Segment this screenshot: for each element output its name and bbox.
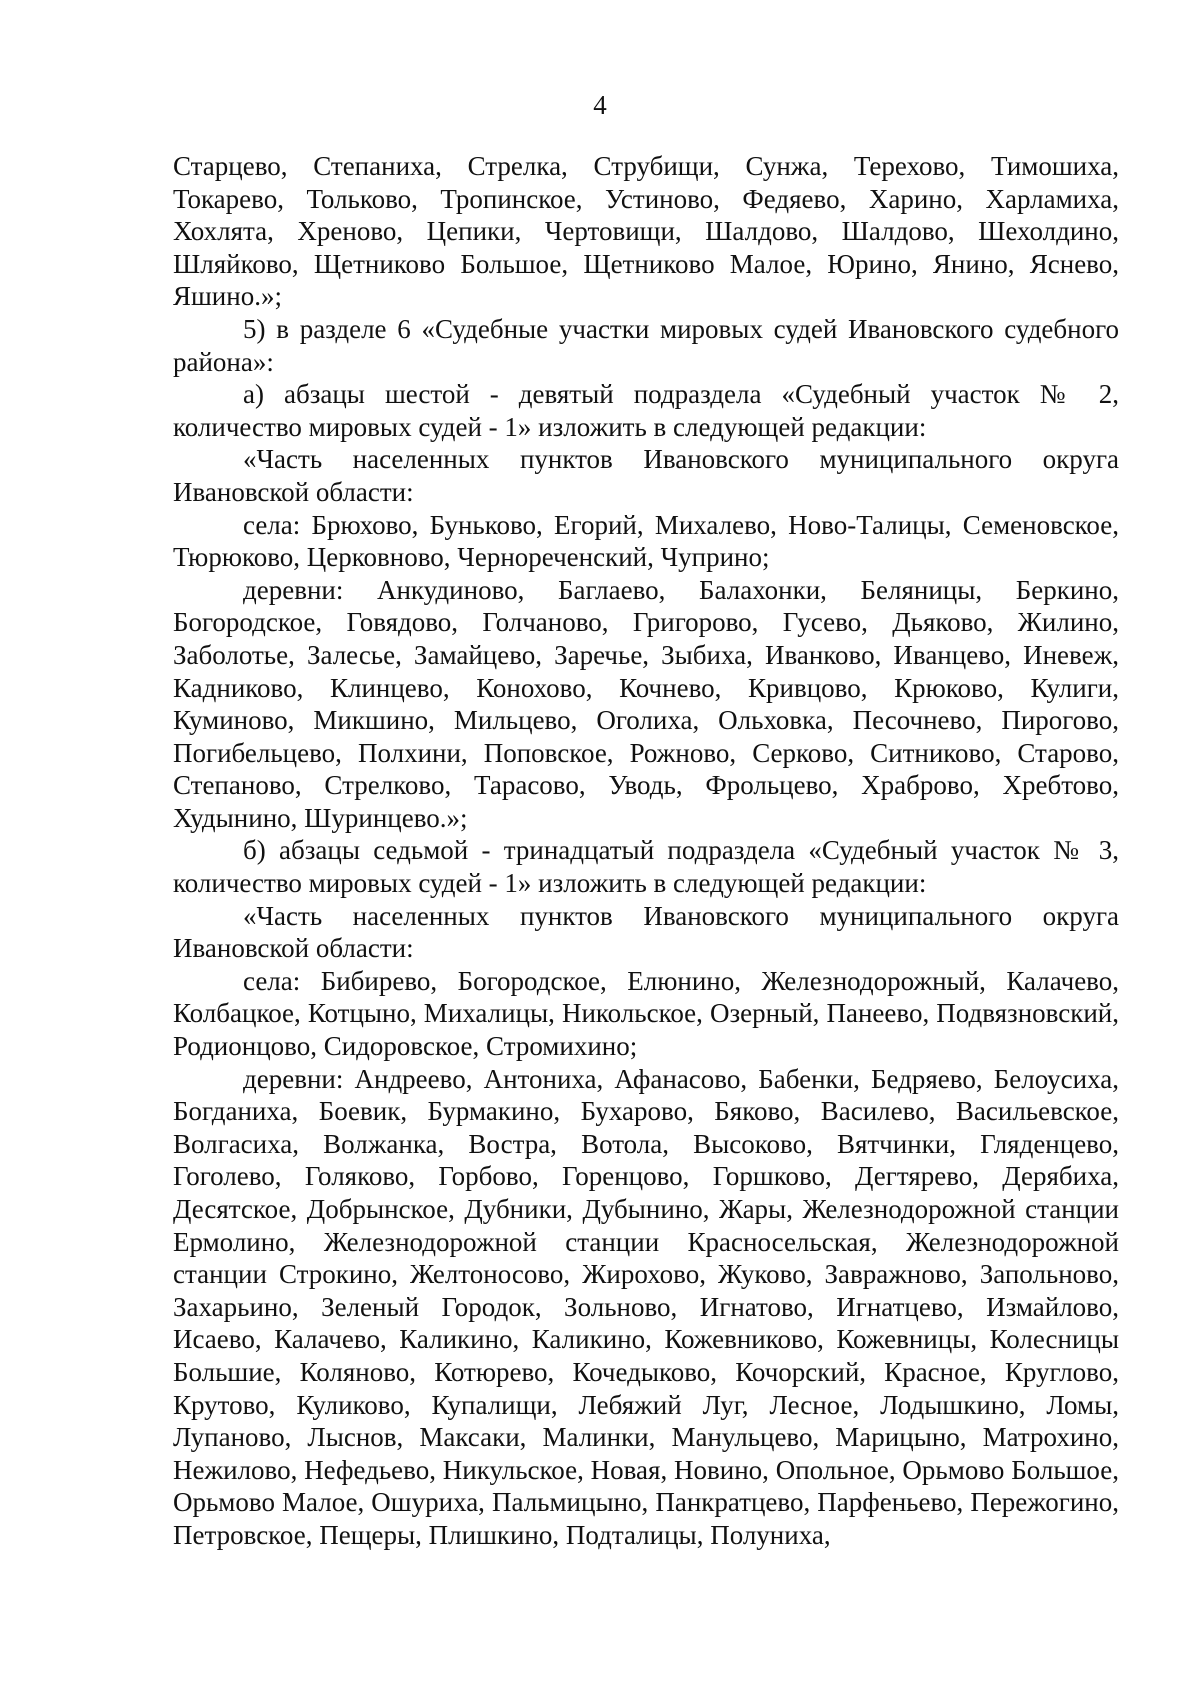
paragraph-villages-a: села: Брюхово, Буньково, Егорий, Михалево, Ново-Талицы, Семеновское, Тюрюково, Церковново, Чернореченский, Чуприно; [173, 509, 1119, 573]
paragraph-item-5: 5) в разделе 6 «Судебные участки мировых судей Ивановского судебного района»: [173, 313, 1119, 377]
paragraph-district-intro-b: «Часть населенных пунктов Ивановского муниципального округа Ивановской области: [173, 900, 1119, 964]
paragraph-subitem-a: а) абзацы шестой - девятый подраздела «Судебный участок № 2, количество мировых судей - 1» изложить в следующей редакции: [173, 379, 1119, 442]
paragraph-subitem-b: б) абзацы седьмой - тринадцатый подраздела «Судебный участок № 3, количество мировых судей - 1» изложить в следующей редакции: [173, 835, 1119, 899]
paragraph-hamlets-a: деревни: Анкудиново, Баглаево, Балахонки, Беляницы, Беркино, Богородское, Говядово, Голчаново, Григорово, Гусево, Дьяково, Жилино, Заболотье, Залесье, Замайцево, Заречье, Зыбиха, Иванково, Иванцево, Иневеж, Кадниково, Клинцево, Конохово, Кочнево, Кривцово, Крюково, Кулиги, Куминово, Микшино, Мильцево, Оголиха, Ольховка, Песочнево, Пирогово, Погибельцево, Полхини, Поповское, Рожново, Серково, Ситниково, Старово, Степаново, Стрелково, Тарасово, Уводь, Фрольцево, Храброво, Хребтово, Худынино, Шуринцево.»; [173, 574, 1119, 833]
paragraph-villages-b: села: Бибирево, Богородское, Елюнино, Железнодорожный, Калачево, Колбацкое, Котцыно, Михалицы, Никольское, Озерный, Панеево, Подвязновский, Родионцово, Сидоровское, Стромихино; [173, 965, 1119, 1062]
document-body [173, 150, 1119, 1552]
paragraph-list-continuation: Старцево, Степаниха, Стрелка, Струбищи, Сунжа, Терехово, Тимошиха, Токарево, Тольково, Тропинское, Устиново, Федяево, Харино, Харламиха, Хохлята, Хреново, Цепики, Чертовищи, Шалдово, Шалдово, Шехолдино, Шляйково, Щетниково Большое, Щетниково Малое, Юрино, Янино, Яснево, Яшино.»; [173, 151, 1119, 312]
page-number: 4 [593, 90, 607, 120]
paragraph-hamlets-b: деревни: Андреево, Антониха, Афанасово, Бабенки, Бедряево, Белоусиха, Богданиха, Боевик, Бурмакино, Бухарово, Бяково, Василево, Васильевское, Волгасиха, Волжанка, Востра, Вотола, Высоково, Вятчинки, Гляденцево, Гоголево, Голяково, Горбово, Горенцово, Горшково, Дегтярево, Дерябиха, Десятское, Добрынское, Дубники, Дубынино, Жары, Железнодорожной станции Ермолино, Железнодорожной станции Красносельская, Железнодорожной станции Строкино, Желтоносово, Жирохово, Жуково, Завражново, Запольново, Захарьино, Зеленый Городок, Зольново, Игнатово, Игнатцево, Измайлово, Исаево, Калачево, Каликино, Каликино, Кожевниково, Кожевницы, Колесницы Большие, Коляново, Котюрево, Кочедыково, Кочорский, Красное, Круглово, Крутово, Куликово, Купалищи, Лебяжий Луг, Лесное, Лодышкино, Ломы, Лупаново, Лыснов, Максаки, Малинки, Манульцево, Марицыно, Матрохино, Нежилово, Нефедьево, Никульское, Новая, Новино, Опольное, Орьмово Большое, Орьмово Малое, Ошуриха, Пальмицыно, Панкратцево, Парфеньево, Пережогино, Петровское, Пещеры, Плишкино, Подталицы, Полуниха, [173, 1063, 1119, 1550]
paragraph-district-intro-a: «Часть населенных пунктов Ивановского муниципального округа Ивановской области: [173, 444, 1119, 507]
